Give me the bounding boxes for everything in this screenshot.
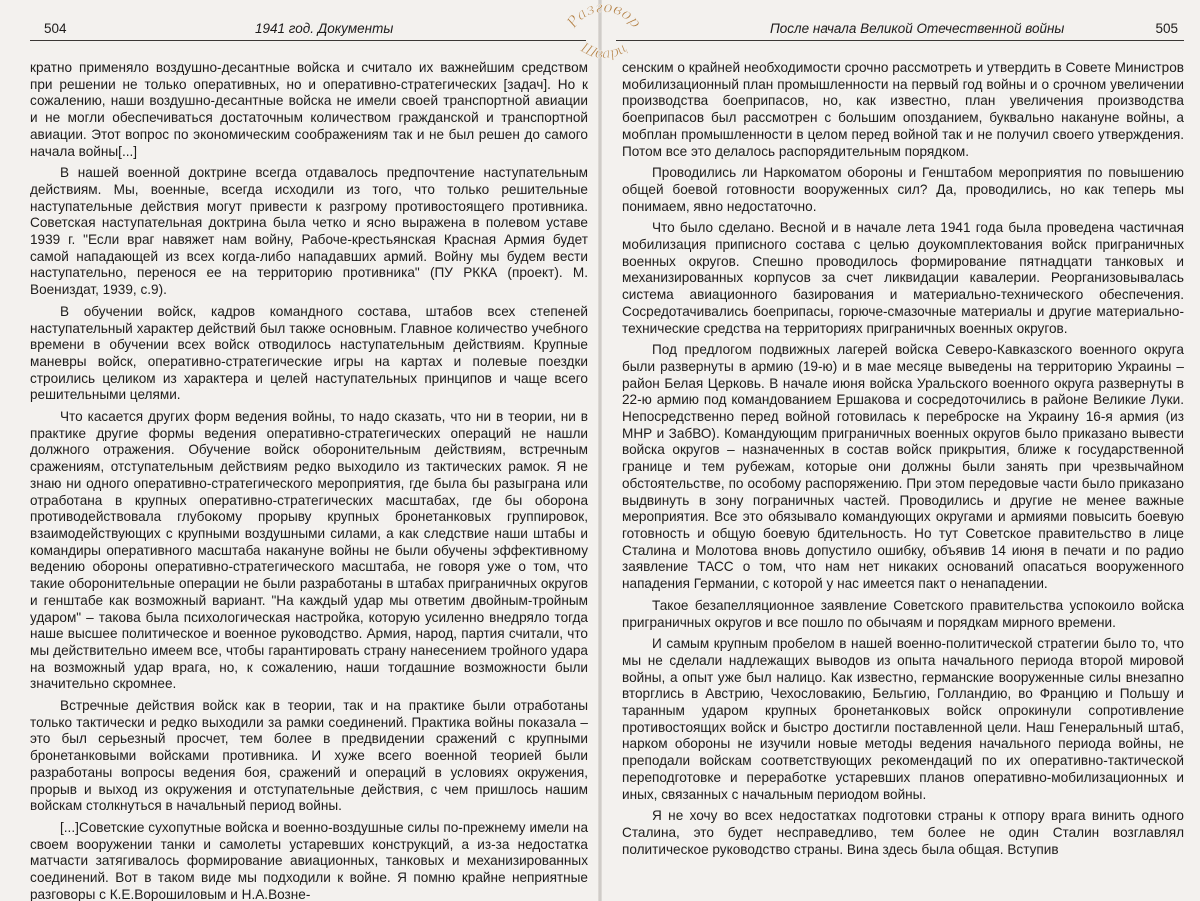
paragraph: [...]Советские сухопутные войска и военно-воздушные силы по-прежнему имели на своем вооружении танки и самолеты устаревших конструкций, а из-за недостатка матчасти затягивалось формирование авиационных, танковых и механизированных соединений. Вот в таком виде мы подходили к войне. Я помню крайне неприятные разговоры с К.Е.Ворошиловым и Н.А.Возне- — [30, 819, 588, 901]
left-header-rule — [30, 40, 586, 41]
left-text-column — [30, 60, 588, 901]
right-page-number: 505 — [1155, 21, 1178, 36]
left-page-header — [30, 18, 586, 40]
right-header-rule — [616, 40, 1184, 41]
paragraph: Встречные действия войск как в теории, так и на практике были отработаны только тактически и редко выходили за рамки соединений. Практика войны показала – это был серьезный просчет, тем более в предвидении сражений с крупными бронетанковыми войсками противника. И хуже всего военной теорией были разработаны вопросы ведения боя, сражений и операций в условиях окружения, прорыв и выход из окружения и отступательные действия, с чем пришлось нашим войскам столкнуться в начальный период войны. — [30, 698, 588, 814]
paragraph: В обучении войск, кадров командного состава, штабов всех степеней наступательный характер действий был также основным. Главное количество учебного времени в обучении всех войск отводилось наступательным действиям. Крупные маневры войск, оперативно-стратегические игры на картах и полевые поездки строились целиком из характера и целей наступательных принципов и чаще всего решительными целями. — [30, 303, 588, 403]
paragraph: Под предлогом подвижных лагерей войска Северо-Кавказского военного округа были развернуты в армию (19-ю) и в мае месяце выведены на территорию Украины – район Белая Церковь. В начале июня войска Уральского военного округа развернуты в 22-ю армию под командованием Ершакова и сосредоточились в районе Великие Луки. Непосредственно перед войной готовилась к переброске на Украину 16-я армия (из МНР и ЗабВО). Командующим приграничных военных округов было приказано вывести войска округов – назначенных в состав войск прикрытия, ближе к государственной границе и тем рубежам, которые они должны были занять при чрезвычайном обстоятельстве, по особому распоряжению. При этом передовые части было приказано выдвинуть в зону пограничных частей. Проводились и другие не менее важные мероприятия. Все это обязывало командующих округами и армиями повысить боевую готовность и общую боевую бдительность. Но тут Советское правительство в лице Сталина и Молотова вновь допустило ошибку, объявив 14 июня в печати и по радио заявление ТАСС о том, что нам нет никаких оснований опасаться вооруженного нападения Германии, с которой у нас имеется пакт о ненападении. — [622, 342, 1184, 592]
svg-text:Разговор — [562, 0, 645, 32]
right-page-header — [616, 18, 1184, 40]
watermark-line-1: Разговор — [563, 0, 645, 32]
paragraph: Что касается других форм ведения войны, то надо сказать, что ни в теории, ни в практике другие формы ведения оперативно-стратегических операций не нашли должного отражения. Обучение войск оборонительным действиям, встречным сражениям, отступательным действиям редко выходило из тактических рамок. Я не знаю ни одного оперативно-стратегического мероприятия, где была бы разыграна или отработана в крупных оперативно-стратегических масштабах, где бы оборона противодействовала глубокому прорыву крупных бронетанковых группировок, взаимодействующих с крупными воздушными силами, а как следствие наши штабы и командиры оперативного масштаба накануне войны не были обучены эффективному ведению обороны оперативно-стратегического масштаба, не говоря уже о том, что такие оборонительные операции не были разработаны в штабах приграничных округов и генштабе как возможный вариант. "На каждый удар мы ответим двойным-тройным ударом" – такова была психологическая настройка, которую усиленно внедряло тогда наше высшее политическое и военное руководство. Армия, народ, партия считали, что мы действительно имеем все, чтобы гарантировать страну нанесением тройного удара на возможный удар врага, но, к сожалению, наши тогдашние возможности были значительно скромнее. — [30, 409, 588, 692]
paragraph: Я не хочу во всех недостатках подготовки страны к отпору врага винить одного Сталина, это будет несправедливо, тем более не один Сталин возглавлял политическое руководство страны. Вина здесь была общая. Вступив — [622, 808, 1184, 857]
paragraph: И самым крупным пробелом в нашей военно-политической стратегии было то, что мы не сделали надлежащих выводов из опыта начального периода второй мировой войны, а опыт уже был налицо. Как известно, германские вооруженные силы внезапно вторглись в Австрию, Чехословакию, Бельгию, Голландию, во Францию и Польшу и таранным ударом крупных бронетанковых войск опрокинули сопротивление противостоящих войск и быстро достигли поставленной цели. Наш Генеральный штаб, нарком обороны не изучили новые методы ведения начального периода войны, не преподали войскам соответствующих рекомендаций по их оперативно-тактической переподготовке и переработке устаревших планов оперативно-мобилизационных и иных, связанных с начальным периодом войны. — [622, 636, 1184, 802]
watermark-line-2: Шварц — [577, 39, 631, 63]
right-page — [600, 0, 1200, 901]
right-running-head: После начала Великой Отечественной войны — [770, 21, 1065, 36]
paragraph: Такое безапелляционное заявление Советского правительства успокоило войска приграничных округов и все пошло по обычаям и порядкам мирного времени. — [622, 597, 1184, 630]
left-running-head: 1941 год. Документы — [255, 21, 394, 36]
right-text-column — [622, 60, 1184, 863]
paragraph: сенским о крайней необходимости срочно рассмотреть и утвердить в Совете Министров мобилизационный план промышленности на первый год войны и о срочном увеличении производства боеприпасов, но, как известно, план увеличения производства боеприпасов был рассмотрен с большим опозданием, буквально накануне войны, а мобплан промышленности в целом перед войной так и не получил своего утверждения. Потом все это делалось распорядительным порядком. — [622, 60, 1184, 159]
paragraph: Проводились ли Наркоматом обороны и Генштабом мероприятия по повышению общей боевой готовности вооруженных сил? Да, проводились, но как теперь мы понимаем, явно недостаточно. — [622, 165, 1184, 214]
watermark-stamp-icon — [560, 0, 648, 70]
paragraph: кратно применяло воздушно-десантные войска и считало их важнейшим средством при решении не только оперативных, но и оперативно-стратегических [задач]. Но к сожалению, наши воздушно-десантные войска не имели своей транспортной авиации и не могли обеспечиваться достаточным количеством гражданской и транспортной авиации. Этот вопрос по экономическим соображениям так и не был решен до самого начала войны[...] — [30, 60, 588, 159]
left-page-number: 504 — [44, 21, 67, 36]
svg-text:Шварц — [577, 39, 630, 62]
paragraph: Что было сделано. Весной и в начале лета 1941 года была проведена частичная мобилизация приписного состава с целью доукомплектования войск приграничных военных округов. Спешно проводилось формирование пятнадцати танковых и механизированных корпусов за счет ликвидации кавалерии. Реорганизовывалась система авиационного базирования и материально-технического обеспечения. Сосредотачивались боеприпасы, горюче-смазочные материалы и другие материально-технические средства на территориях приграничных военных округов. — [622, 220, 1184, 336]
paragraph: В нашей военной доктрине всегда отдавалось предпочтение наступательным действиям. Мы, военные, всегда исходили из того, что только решительные наступательные действия могут привести к разгрому противостоящего противника. Советская наступательная доктрина была четко и ясно выражена в полевом уставе 1939 г. "Если враг навяжет нам войну, Рабоче-крестьянская Красная Армия будет самой нападающей из всех когда-либо нападавших армий. Войну мы будем вести наступательно, перенося ее на территорию противника" (ПУ РККА (проект). М. Воениздат, 1939, с.9). — [30, 165, 588, 298]
